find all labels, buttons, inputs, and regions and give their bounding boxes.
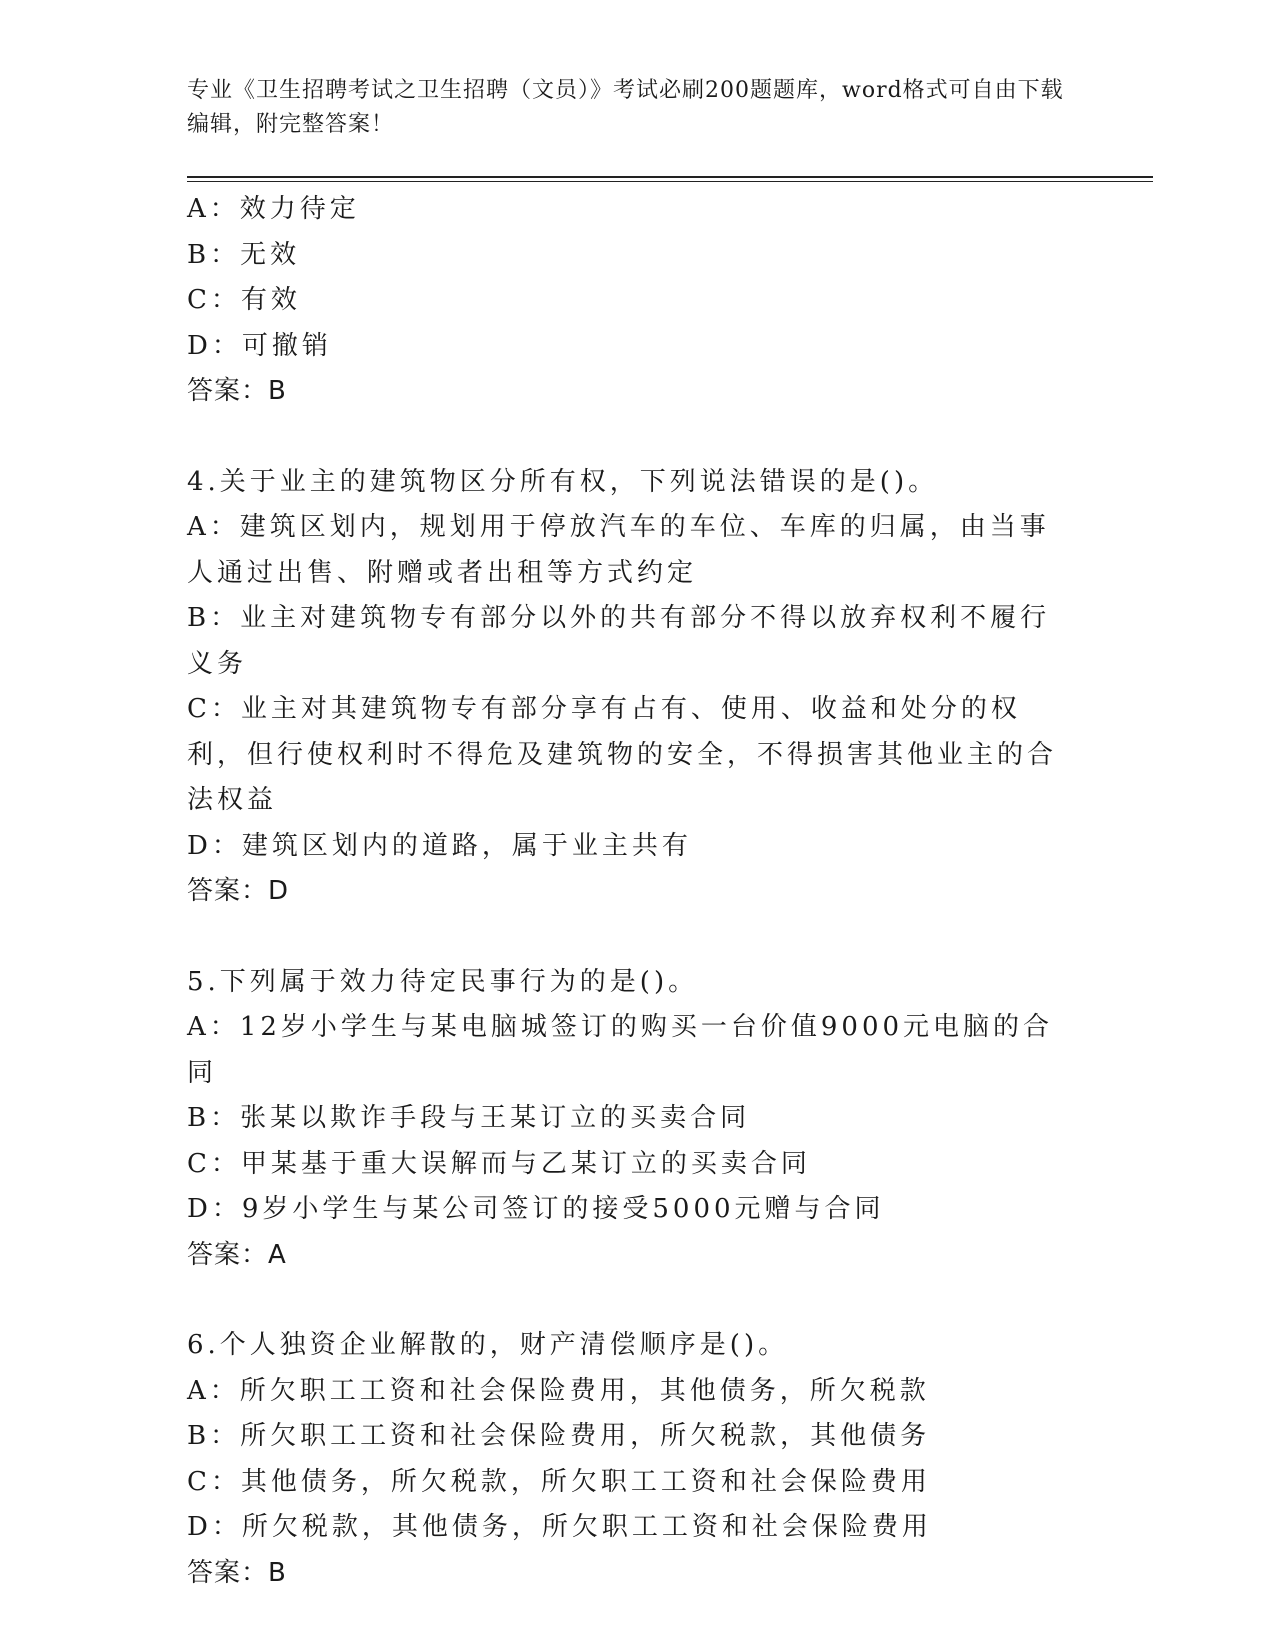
answer-line: 答案：A — [187, 1239, 287, 1270]
question-5 — [187, 960, 1077, 1279]
question-6 — [187, 1323, 1077, 1596]
question-stem: 4.关于业主的建筑物区分所有权，下列说法错误的是()。 — [187, 466, 939, 497]
option-b: B：所欠职工工资和社会保险费用，所欠税款，其他债务 — [187, 1421, 931, 1451]
document-header: 专业《卫生招聘考试之卫生招聘（文员）》考试必刷200题题库，word格式可自由下载编辑，附完整答案！ — [187, 78, 1064, 137]
option-b: B：无效 — [187, 239, 301, 270]
option-a: A：所欠职工工资和社会保险费用，其他债务，所欠税款 — [187, 1375, 930, 1406]
option-a: A：建筑区划内，规划用于停放汽车的车位、车库的归属，由当事人通过出售、附赠或者出租等方式约定 — [187, 512, 1050, 588]
option-c: C：有效 — [187, 285, 301, 315]
option-c: C：业主对其建筑物专有部分享有占有、使用、收益和处分的权利，但行使权利时不得危及建筑物的安全，不得损害其他业主的合法权益 — [187, 694, 1058, 815]
question-list — [187, 187, 1077, 1596]
header-divider-thin — [187, 181, 1153, 182]
option-d: D：建筑区划内的道路，属于业主共有 — [187, 830, 692, 861]
answer-line: 答案：D — [187, 876, 290, 906]
question-3-partial — [187, 187, 1077, 415]
question-stem: 5.下列属于效力待定民事行为的是()。 — [187, 966, 699, 997]
option-d: D：所欠税款，其他债务，所欠职工工资和社会保险费用 — [187, 1512, 932, 1542]
option-d: D：可撤销 — [187, 330, 332, 361]
option-b: B：业主对建筑物专有部分以外的共有部分不得以放弃权利不履行义务 — [187, 603, 1051, 679]
answer-line: 答案：B — [187, 1557, 287, 1588]
option-a: A：12岁小学生与某电脑城签订的购买一台价值9000元电脑的合同 — [187, 1012, 1054, 1088]
option-c: C：其他债务，所欠税款，所欠职工工资和社会保险费用 — [187, 1466, 931, 1497]
option-c: C：甲某基于重大误解而与乙某订立的买卖合同 — [187, 1148, 811, 1179]
option-d: D：9岁小学生与某公司签订的接受5000元赠与合同 — [187, 1194, 885, 1224]
option-a: A：效力待定 — [187, 194, 360, 224]
question-stem: 6.个人独资企业解散的，财产清偿顺序是()。 — [187, 1330, 789, 1360]
option-b: B：张某以欺诈手段与王某订立的买卖合同 — [187, 1103, 751, 1133]
header-divider-thick — [187, 176, 1153, 178]
answer-line: 答案：B — [187, 376, 287, 406]
question-4 — [187, 460, 1077, 915]
